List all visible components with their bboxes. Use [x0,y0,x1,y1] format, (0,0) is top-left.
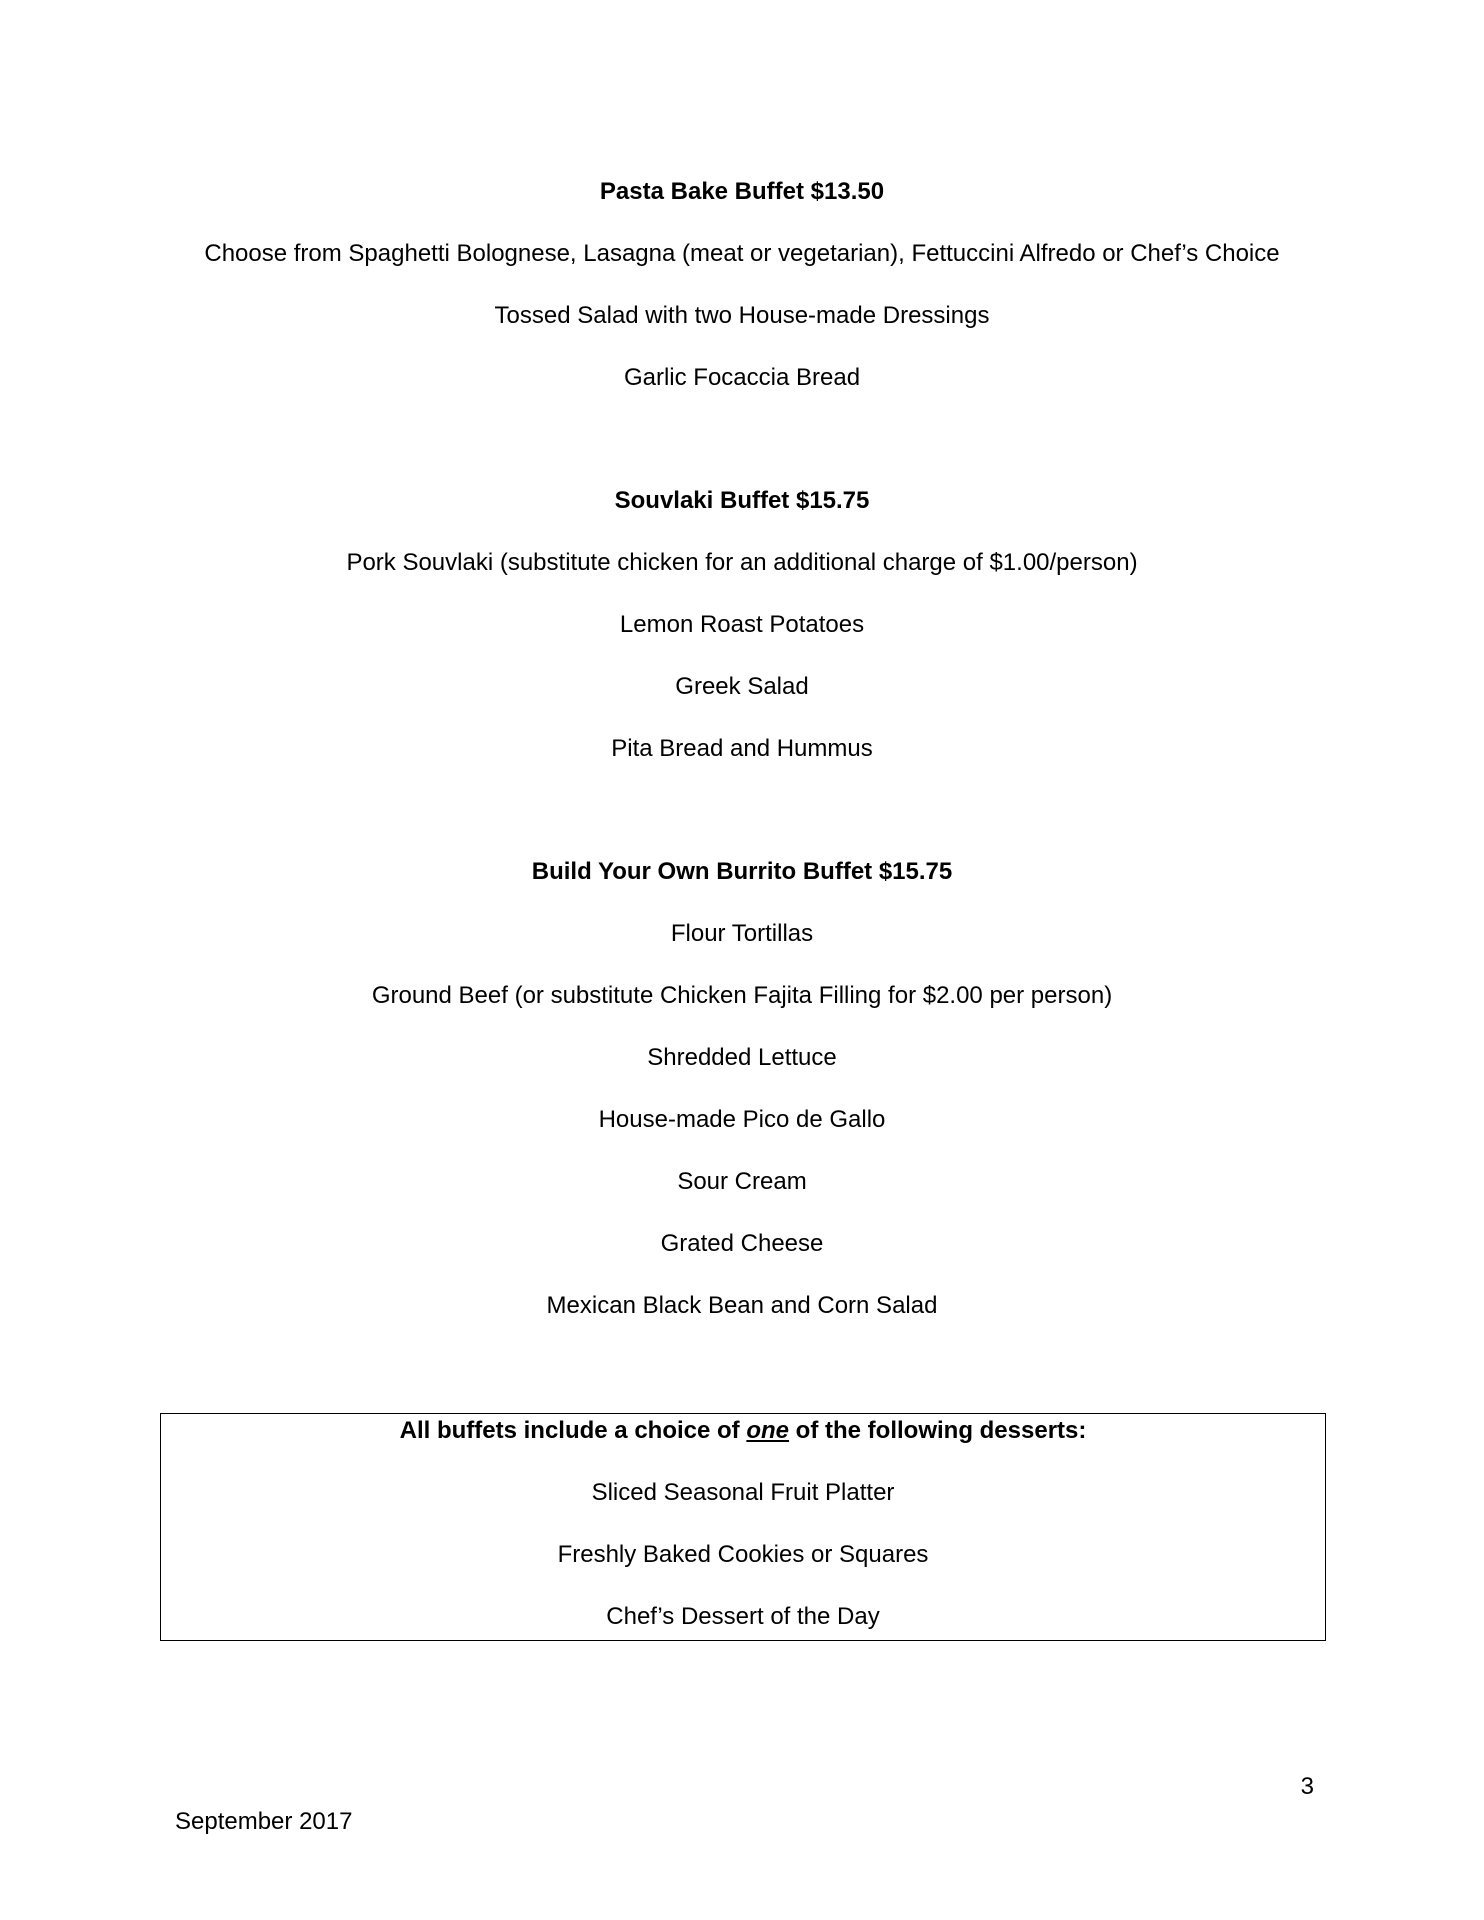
souvlaki-item: Pita Bread and Hummus [611,735,873,762]
dessert-item: Sliced Seasonal Fruit Platter [591,1479,895,1506]
page-number: 3 [1300,1773,1314,1800]
pasta-item: Tossed Salad with two House-made Dressings [494,302,990,329]
desserts-heading [161,1400,1325,1462]
burrito-buffet-title: Build Your Own Burrito Buffet $15.75 [531,858,953,885]
desserts-box [160,1413,1326,1641]
souvlaki-item: Greek Salad [675,673,809,700]
footer-date: September 2017 [175,1808,353,1835]
desserts-heading-before: All buffets include a choice of [399,1417,747,1444]
burrito-item: Mexican Black Bean and Corn Salad [546,1292,938,1319]
pasta-buffet-section [0,161,1484,409]
burrito-item: House-made Pico de Gallo [598,1106,886,1133]
pasta-item: Garlic Focaccia Bread [623,364,861,391]
souvlaki-item: Lemon Roast Potatoes [619,611,865,638]
souvlaki-buffet-section [0,470,1484,780]
burrito-item: Grated Cheese [660,1230,824,1257]
pasta-buffet-title: Pasta Bake Buffet $13.50 [599,178,885,205]
souvlaki-buffet-title: Souvlaki Buffet $15.75 [614,487,870,514]
burrito-item: Shredded Lettuce [647,1044,837,1071]
pasta-item: Choose from Spaghetti Bolognese, Lasagna (meat or vegetarian), Fettuccini Alfredo or Chef’s Choice [204,240,1280,267]
dessert-item: Chef’s Dessert of the Day [606,1603,880,1630]
burrito-item: Ground Beef (or substitute Chicken Fajita Filling for $2.00 per person) [371,982,1113,1009]
burrito-buffet-section [0,841,1484,1337]
burrito-item: Flour Tortillas [670,920,814,947]
dessert-item: Freshly Baked Cookies or Squares [557,1541,929,1568]
burrito-item: Sour Cream [677,1168,807,1195]
desserts-heading-after: of the following desserts: [789,1417,1087,1444]
desserts-heading-emphasis: one [746,1417,790,1444]
souvlaki-item: Pork Souvlaki (substitute chicken for an additional charge of $1.00/person) [346,549,1138,576]
